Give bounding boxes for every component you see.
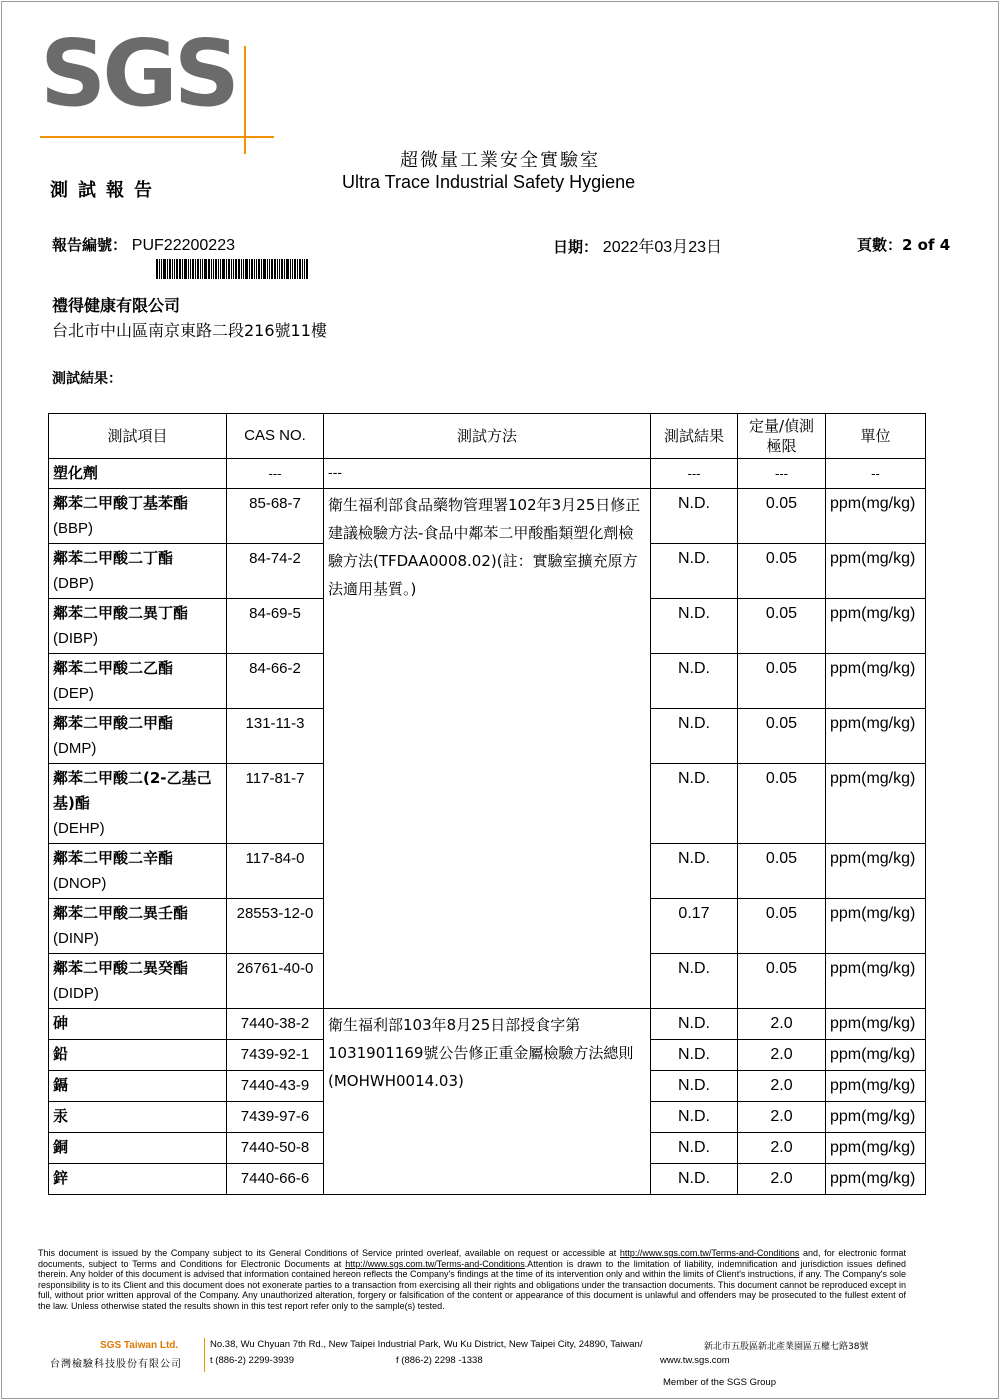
logo-rule-vertical xyxy=(244,46,246,154)
detection-limit: 0.05 xyxy=(738,899,826,954)
barcode-bar xyxy=(228,259,230,279)
barcode-bar xyxy=(169,259,171,279)
test-item-abbr: (DEHP) xyxy=(53,820,105,837)
barcode-bar xyxy=(233,259,234,279)
category-result: --- xyxy=(651,459,738,489)
unit: ppm(mg/kg) xyxy=(826,1009,926,1040)
test-item-name: 鄰苯二甲酸二丁酯 xyxy=(53,549,174,567)
test-item-abbr: (DNOP) xyxy=(53,875,107,892)
report-number xyxy=(52,234,235,255)
barcode-bar xyxy=(274,259,276,279)
test-item-name: 鄰苯二甲酸二(2-乙基己基)酯 xyxy=(53,769,212,812)
barcode-bar xyxy=(167,259,168,279)
category-cas: --- xyxy=(227,459,324,489)
report-date-value: 2022年03月23日 xyxy=(602,239,722,256)
footer-member: Member of the SGS Group xyxy=(663,1377,776,1388)
disclaimer-text-3: .Attention is drawn to the limitation of liability, indemnification and jurisdiction issues defined therein. Any holder of this document is advised that information contained hereon reflects the Company's findings at the time of its intervention only and within the limits of Client's instructions, if any. The Company's sole responsibility is to its Client and this document does not exonerate parties to a transaction from exercising all their rights and obligations under the transaction documents. This document cannot be reproduced except in full, without prior written approval of the Company. Any unauthorized alteration, forgery or falsification of the content or appearance of this document is unlawful and offenders may be prosecuted to the fullest extent of the law. Unless otherwise stated the results shown in this test report refer only to the sample(s) tested. xyxy=(38,1258,906,1311)
test-item-abbr: (DINP) xyxy=(53,930,99,947)
footer-divider xyxy=(204,1338,205,1372)
detection-limit: 2.0 xyxy=(738,1164,826,1195)
category-item: 塑化劑 xyxy=(49,459,227,489)
test-result: N.D. xyxy=(651,544,738,599)
unit: ppm(mg/kg) xyxy=(826,489,926,544)
barcode-bar xyxy=(292,259,293,279)
report-title: 測試報告 xyxy=(50,180,162,201)
detection-limit: 0.05 xyxy=(738,599,826,654)
barcode-bar xyxy=(184,259,187,279)
barcode-bar xyxy=(204,259,207,279)
detection-limit: 2.0 xyxy=(738,1009,826,1040)
unit: ppm(mg/kg) xyxy=(826,1071,926,1102)
disclaimer-text-2: and, for electronic format documents, subject to Terms and Conditions for Electronic Documents at xyxy=(38,1248,907,1269)
logo-rule-horizontal xyxy=(40,136,274,138)
lab-name-en: Ultra Trace Industrial Safety Hygiene xyxy=(342,172,636,192)
barcode-bar xyxy=(174,259,175,279)
barcode-bar xyxy=(231,259,232,279)
test-method: 衛生福利部103年8月25日部授食字第1031901169號公告修正重金屬檢驗方法總則(MOHWH0014.03) xyxy=(324,1009,651,1195)
barcode-bar xyxy=(163,259,166,279)
barcode-bar xyxy=(211,259,212,279)
barcode-bar xyxy=(182,259,183,279)
barcode xyxy=(156,259,348,279)
test-item-name: 鄰苯二甲酸二異癸酯 xyxy=(53,959,189,977)
client-name: 禮得健康有限公司 xyxy=(52,296,181,315)
cas-number: 117-81-7 xyxy=(227,764,324,844)
barcode-bar xyxy=(238,259,240,279)
detection-limit: 2.0 xyxy=(738,1102,826,1133)
logo-text: SGS xyxy=(40,20,237,127)
category-method: --- xyxy=(324,459,651,489)
barcode-bar xyxy=(218,259,219,279)
report-date xyxy=(553,234,722,257)
barcode-bar xyxy=(188,259,189,279)
barcode-bar xyxy=(235,259,237,279)
test-item xyxy=(49,489,227,544)
barcode-bar xyxy=(290,259,291,279)
table-row xyxy=(49,489,926,544)
detection-limit: 0.05 xyxy=(738,544,826,599)
test-item-name: 砷 xyxy=(49,1009,227,1040)
cas-number: 117-84-0 xyxy=(227,844,324,899)
detection-limit: 0.05 xyxy=(738,764,826,844)
header-cas: CAS NO. xyxy=(227,414,324,459)
report-number-value: PUF22200223 xyxy=(131,237,235,254)
table-row xyxy=(49,1009,926,1040)
barcode-bar xyxy=(241,259,242,279)
footer-address-en: No.38, Wu Chyuan 7th Rd., New Taipei Industrial Park, Wu Ku District, New Taipei City, 24890, Taiwan/ xyxy=(210,1339,643,1350)
test-item-name: 鄰苯二甲酸二異丁酯 xyxy=(53,604,189,622)
test-item-abbr: (DEP) xyxy=(53,685,94,702)
barcode-bar xyxy=(254,259,255,279)
cas-number: 84-69-5 xyxy=(227,599,324,654)
unit: ppm(mg/kg) xyxy=(826,844,926,899)
header-method: 測試方法 xyxy=(324,414,651,459)
test-item xyxy=(49,654,227,709)
barcode-bar xyxy=(179,259,181,279)
test-result: N.D. xyxy=(651,1040,738,1071)
test-result: N.D. xyxy=(651,709,738,764)
test-item-name: 鄰苯二甲酸二乙酯 xyxy=(53,659,174,677)
test-item-name: 鄰苯二甲酸丁基苯酯 xyxy=(53,494,189,512)
test-item xyxy=(49,709,227,764)
barcode-bar xyxy=(226,259,227,279)
barcode-bar xyxy=(256,259,257,279)
barcode-bar xyxy=(156,259,158,279)
unit: ppm(mg/kg) xyxy=(826,654,926,709)
detection-limit: 2.0 xyxy=(738,1040,826,1071)
cas-number: 84-74-2 xyxy=(227,544,324,599)
test-item-name: 鄰苯二甲酸二異壬酯 xyxy=(53,904,189,922)
unit: ppm(mg/kg) xyxy=(826,599,926,654)
terms-link-1[interactable]: http://www.sgs.com.tw/Terms-and-Conditions xyxy=(619,1248,800,1258)
barcode-bar xyxy=(202,259,203,279)
cas-number: 7440-50-8 xyxy=(227,1133,324,1164)
barcode-bar xyxy=(258,259,260,279)
test-item-name: 銅 xyxy=(49,1133,227,1164)
barcode-bar xyxy=(249,259,250,279)
cas-number: 84-66-2 xyxy=(227,654,324,709)
test-result: N.D. xyxy=(651,844,738,899)
header-result: 測試結果 xyxy=(651,414,738,459)
client-address: 台北市中山區南京東路二段216號11樓 xyxy=(52,321,327,340)
barcode-bar xyxy=(271,259,273,279)
unit: ppm(mg/kg) xyxy=(826,544,926,599)
barcode-bar xyxy=(299,259,301,279)
detection-limit: 0.05 xyxy=(738,954,826,1009)
header-unit: 單位 xyxy=(826,414,926,459)
test-result: N.D. xyxy=(651,654,738,709)
test-item xyxy=(49,954,227,1009)
detection-limit: 2.0 xyxy=(738,1071,826,1102)
cas-number: 131-11-3 xyxy=(227,709,324,764)
barcode-bar xyxy=(306,259,308,279)
report-number-label: 報告編號： xyxy=(52,236,128,254)
test-result: N.D. xyxy=(651,954,738,1009)
barcode-bar xyxy=(269,259,270,279)
category-unit: -- xyxy=(826,459,926,489)
barcode-bar xyxy=(215,259,217,279)
test-item-name: 鄰苯二甲酸二甲酯 xyxy=(53,714,174,732)
barcode-bar xyxy=(192,259,194,279)
cas-number: 28553-12-0 xyxy=(227,899,324,954)
footer-company-en: SGS Taiwan Ltd. xyxy=(100,1340,179,1351)
cas-number: 7440-43-9 xyxy=(227,1071,324,1102)
barcode-bar xyxy=(294,259,296,279)
test-item xyxy=(49,599,227,654)
unit: ppm(mg/kg) xyxy=(826,764,926,844)
barcode-bar xyxy=(200,259,201,279)
test-item-abbr: (DBP) xyxy=(53,575,94,592)
barcode-bar xyxy=(261,259,262,279)
header-limit: 定量/偵測極限 xyxy=(738,414,826,459)
detection-limit: 0.05 xyxy=(738,844,826,899)
barcode-bar xyxy=(220,259,221,279)
footer-tel: t (886-2) 2299-3939 xyxy=(210,1355,294,1366)
footer-address-zh: 新北市五股區新北產業園區五權七路38號 xyxy=(704,1342,869,1352)
footer-fax: f (886-2) 2298 -1338 xyxy=(396,1355,483,1366)
cas-number: 85-68-7 xyxy=(227,489,324,544)
test-result: 0.17 xyxy=(651,899,738,954)
barcode-bar xyxy=(176,259,178,279)
header-item: 測試項目 xyxy=(49,414,227,459)
barcode-bar xyxy=(286,259,289,279)
page-count: 頁數：2 of 4 xyxy=(857,236,951,254)
unit: ppm(mg/kg) xyxy=(826,1040,926,1071)
barcode-bar xyxy=(159,259,160,279)
unit: ppm(mg/kg) xyxy=(826,899,926,954)
barcode-bar xyxy=(284,259,285,279)
cas-number: 7439-97-6 xyxy=(227,1102,324,1133)
barcode-bar xyxy=(279,259,280,279)
disclaimer-text-1: This document is issued by the Company subject to its General Conditions of Service printed overleaf, available on request or accessible at xyxy=(38,1248,620,1258)
unit: ppm(mg/kg) xyxy=(826,954,926,1009)
results-label: 測試結果： xyxy=(52,371,122,387)
test-item-name: 鎘 xyxy=(49,1071,227,1102)
barcode-bar xyxy=(243,259,244,279)
barcode-bar xyxy=(281,259,283,279)
barcode-bar xyxy=(297,259,298,279)
test-item-name: 鉛 xyxy=(49,1040,227,1071)
barcode-bar xyxy=(245,259,248,279)
report-date-label: 日期： xyxy=(553,238,599,256)
barcode-bar xyxy=(190,259,191,279)
test-item-name: 汞 xyxy=(49,1102,227,1133)
barcode-bar xyxy=(304,259,305,279)
unit: ppm(mg/kg) xyxy=(826,1164,926,1195)
test-item xyxy=(49,544,227,599)
test-result: N.D. xyxy=(651,1164,738,1195)
footer-website[interactable]: www.tw.sgs.com xyxy=(660,1355,730,1366)
lab-name-zh: 超微量工業安全實驗室 xyxy=(400,150,600,171)
test-item xyxy=(49,764,227,844)
barcode-bar xyxy=(263,259,266,279)
barcode-bar xyxy=(208,259,210,279)
barcode-bar xyxy=(251,259,253,279)
cas-number: 7440-38-2 xyxy=(227,1009,324,1040)
barcode-bar xyxy=(267,259,268,279)
category-row xyxy=(49,459,926,489)
test-item-abbr: (DMP) xyxy=(53,740,97,757)
unit: ppm(mg/kg) xyxy=(826,1133,926,1164)
barcode-bar xyxy=(277,259,278,279)
test-item-abbr: (BBP) xyxy=(53,520,94,537)
test-method: 衛生福利部食品藥物管理署102年3月25日修正建議檢驗方法-食品中鄰苯二甲酸酯類塑化劑檢驗方法(TFDAA0008.02)(註：實驗室擴充原方法適用基質。) xyxy=(324,489,651,1009)
test-item-name: 鄰苯二甲酸二辛酯 xyxy=(53,849,174,867)
terms-link-2[interactable]: http://www.sgs.com.tw/Terms-and-Conditions xyxy=(345,1258,525,1269)
detection-limit: 0.05 xyxy=(738,654,826,709)
test-item xyxy=(49,844,227,899)
barcode-bar xyxy=(302,259,303,279)
test-result: N.D. xyxy=(651,1102,738,1133)
test-result: N.D. xyxy=(651,1133,738,1164)
barcode-bar xyxy=(222,259,225,279)
unit: ppm(mg/kg) xyxy=(826,709,926,764)
test-item xyxy=(49,899,227,954)
detection-limit: 2.0 xyxy=(738,1133,826,1164)
cas-number: 26761-40-0 xyxy=(227,954,324,1009)
test-result: N.D. xyxy=(651,1009,738,1040)
category-limit: --- xyxy=(738,459,826,489)
unit: ppm(mg/kg) xyxy=(826,1102,926,1133)
footer-company-zh: 台灣檢驗科技股份有限公司 xyxy=(50,1359,182,1370)
detection-limit: 0.05 xyxy=(738,709,826,764)
barcode-bar xyxy=(213,259,214,279)
barcode-bar xyxy=(195,259,196,279)
cas-number: 7439-92-1 xyxy=(227,1040,324,1071)
test-item-abbr: (DIDP) xyxy=(53,985,99,1002)
results-table xyxy=(48,413,926,1195)
barcode-bar xyxy=(172,259,173,279)
test-result: N.D. xyxy=(651,599,738,654)
cas-number: 7440-66-6 xyxy=(227,1164,324,1195)
disclaimer xyxy=(38,1248,906,1312)
detection-limit: 0.05 xyxy=(738,489,826,544)
test-result: N.D. xyxy=(651,764,738,844)
test-result: N.D. xyxy=(651,489,738,544)
test-item-name: 鋅 xyxy=(49,1164,227,1195)
barcode-bar xyxy=(161,259,162,279)
test-item-abbr: (DIBP) xyxy=(53,630,98,647)
table-header-row xyxy=(49,414,926,459)
test-result: N.D. xyxy=(651,1071,738,1102)
barcode-bar xyxy=(197,259,199,279)
